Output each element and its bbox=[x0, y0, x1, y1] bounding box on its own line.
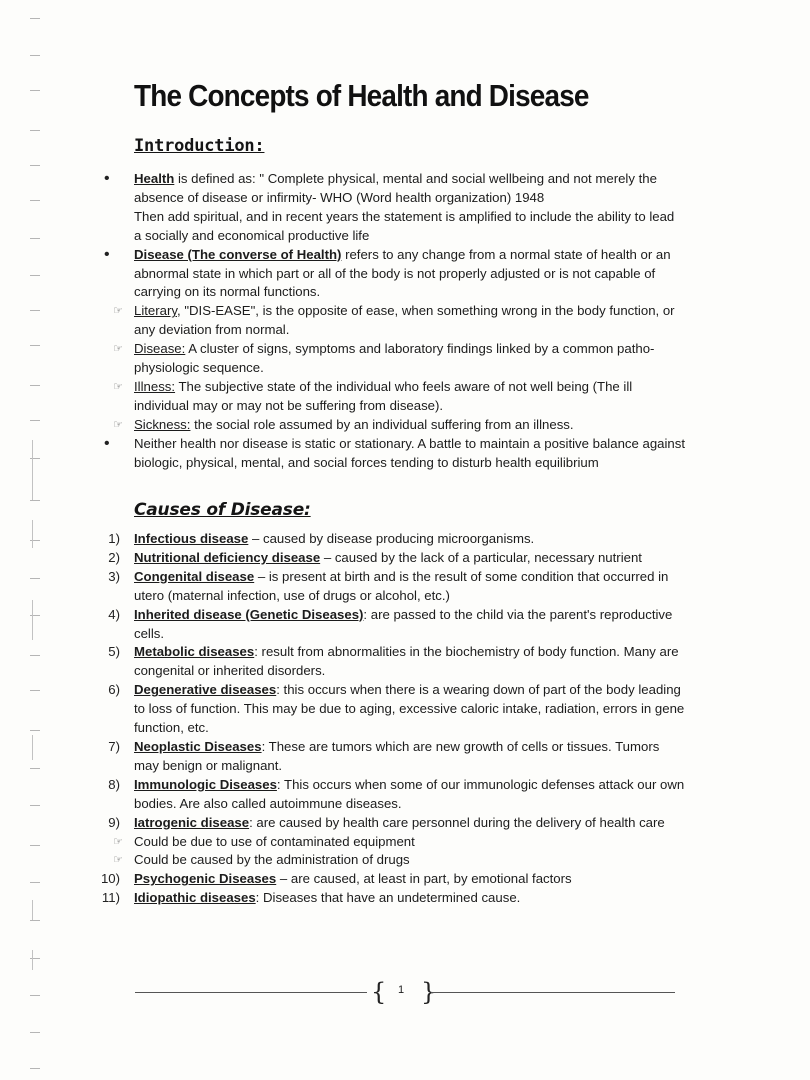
pointing-hand-icon: ☞ bbox=[113, 305, 123, 318]
list-marker: 3) bbox=[108, 568, 120, 584]
cause-text: : are caused by health care personnel during the delivery of health care bbox=[249, 814, 665, 830]
binding-tick bbox=[30, 90, 40, 91]
binding-tick bbox=[30, 385, 40, 386]
binding-tick bbox=[30, 845, 40, 846]
introduction-text: , "DIS-EASE", is the opposite of ease, when something wrong in the body function, or any deviation from normal. bbox=[134, 303, 675, 338]
introduction-item bbox=[100, 302, 685, 340]
cause-text: : This occurs when some of our immunologic defenses attack our own bodies. Are also called autoimmune diseases. bbox=[134, 776, 685, 811]
binding-tick bbox=[30, 768, 40, 769]
introduction-item bbox=[100, 416, 685, 435]
introduction-item bbox=[100, 435, 685, 473]
cause-term: Psychogenic Diseases bbox=[134, 871, 277, 887]
cause-item bbox=[100, 606, 685, 644]
introduction-term: Illness: bbox=[134, 378, 176, 394]
cause-item bbox=[100, 568, 685, 606]
cause-item bbox=[100, 833, 685, 852]
introduction-text: the social role assumed by an individual suffering from an illness. bbox=[190, 416, 574, 432]
bullet-icon: • bbox=[104, 170, 110, 187]
binding-tick bbox=[30, 655, 40, 656]
binding-tick bbox=[30, 500, 40, 501]
introduction-text: Neither health nor disease is static or stationary. A battle to maintain a positive balance against biologic, physical, mental, and social forces tending to disturb health equilibrium bbox=[134, 435, 686, 470]
cause-text: : result from abnormalities in the biochemistry of body function. Many are congenital or inherited disorders. bbox=[134, 644, 679, 679]
binding-line bbox=[32, 520, 33, 548]
binding-tick bbox=[30, 730, 40, 731]
binding-tick bbox=[30, 1068, 40, 1069]
cause-term: Congenital disease bbox=[134, 568, 255, 584]
page-footer bbox=[135, 980, 675, 1004]
cause-text: Could be due to use of contaminated equipment bbox=[134, 833, 415, 849]
bullet-icon: • bbox=[104, 245, 110, 263]
pointing-hand-icon: ☞ bbox=[113, 380, 123, 393]
cause-term: Iatrogenic disease bbox=[134, 814, 250, 830]
causes-heading: Causes of Disease: bbox=[134, 500, 311, 520]
footer-rule-right bbox=[431, 992, 675, 993]
list-marker: 11) bbox=[101, 890, 120, 906]
footer-rule-left bbox=[135, 992, 367, 993]
cause-term: Metabolic diseases bbox=[134, 644, 255, 660]
introduction-item bbox=[100, 378, 685, 416]
binding-edge-marks bbox=[0, 0, 40, 1080]
list-marker: 8) bbox=[108, 776, 120, 792]
introduction-term: Disease: bbox=[134, 341, 186, 357]
causes-section bbox=[100, 530, 685, 908]
page-title: The Concepts of Health and Disease bbox=[134, 78, 589, 113]
cause-text: : this occurs when there is a wearing down of part of the body leading to loss of function. This may be due to aging, excessive caloric intake, radiation, errors in gene function, etc. bbox=[134, 682, 685, 736]
introduction-text: is defined as: " Complete physical, mental and social wellbeing and not merely the absence of disease or infirmity- WHO (Word health organization) 1948 bbox=[134, 171, 657, 205]
cause-term: Inherited disease (Genetic Diseases) bbox=[134, 606, 364, 622]
binding-tick bbox=[30, 310, 40, 311]
introduction-term: Sickness: bbox=[134, 416, 191, 432]
cause-item bbox=[100, 889, 685, 908]
cause-term: Immunologic Diseases bbox=[134, 776, 277, 792]
list-marker: 4) bbox=[108, 606, 120, 622]
cause-item bbox=[100, 530, 685, 549]
binding-tick bbox=[30, 578, 40, 579]
introduction-term: Health bbox=[134, 171, 175, 186]
cause-term: Infectious disease bbox=[134, 531, 249, 546]
binding-line bbox=[32, 735, 33, 760]
binding-tick bbox=[30, 920, 40, 921]
binding-tick bbox=[30, 1032, 40, 1033]
introduction-item bbox=[100, 340, 685, 378]
binding-tick bbox=[30, 995, 40, 996]
binding-tick bbox=[30, 882, 40, 883]
introduction-text: Then add spiritual, and in recent years the statement is amplified to include the ability to lead a socially and economical productive life bbox=[134, 208, 675, 243]
list-marker: 1) bbox=[108, 531, 120, 546]
pointing-hand-icon: ☞ bbox=[113, 835, 123, 848]
cause-item bbox=[100, 643, 685, 681]
cause-item bbox=[100, 738, 685, 776]
cause-text: – is present at birth and is the result of some condition that occurred in utero (maternal infection, use of drugs or alcohol, etc.) bbox=[134, 568, 669, 603]
cause-term: Degenerative diseases bbox=[134, 682, 277, 698]
cause-item bbox=[100, 870, 685, 889]
binding-line bbox=[32, 950, 33, 970]
introduction-item bbox=[100, 246, 685, 303]
introduction-item bbox=[100, 208, 685, 246]
introduction-text: A cluster of signs, symptoms and laboratory findings linked by a common patho-physiologic sequence. bbox=[134, 341, 655, 376]
cause-item bbox=[100, 549, 685, 568]
introduction-heading: Introduction: bbox=[134, 136, 265, 156]
cause-term: Nutritional deficiency disease bbox=[134, 549, 321, 565]
pointing-hand-icon: ☞ bbox=[113, 418, 123, 431]
introduction-item bbox=[100, 170, 685, 208]
binding-line bbox=[32, 900, 33, 920]
binding-tick bbox=[30, 690, 40, 691]
introduction-text: refers to any change from a normal state of health or an abnormal state in which part or all of the body is not properly adjusted or is not capable of carrying on its normal functions. bbox=[134, 246, 671, 300]
introduction-text: The subjective state of the individual who feels aware of not well being (The ill individual may or may not be suffering from disease). bbox=[134, 378, 633, 413]
cause-item bbox=[100, 776, 685, 814]
list-marker: 7) bbox=[108, 738, 120, 754]
binding-tick bbox=[30, 200, 40, 201]
pointing-hand-icon: ☞ bbox=[113, 343, 123, 356]
list-marker: 5) bbox=[108, 644, 120, 660]
pointing-hand-icon: ☞ bbox=[113, 854, 123, 867]
binding-line bbox=[32, 440, 33, 500]
cause-text: : Diseases that have an undetermined cause. bbox=[255, 890, 521, 906]
binding-tick bbox=[30, 130, 40, 131]
cause-item bbox=[100, 851, 685, 870]
cause-term: Neoplastic Diseases bbox=[134, 738, 262, 754]
list-marker: 10) bbox=[100, 871, 120, 887]
cause-text: : are passed to the child via the parent's reproductive cells. bbox=[134, 606, 673, 641]
binding-tick bbox=[30, 805, 40, 806]
list-marker: 2) bbox=[108, 549, 120, 565]
cause-text: : These are tumors which are new growth of cells or tissues. Tumors may benign or malignant. bbox=[134, 738, 660, 773]
footer-brace-left: { bbox=[371, 978, 387, 1006]
binding-tick bbox=[30, 18, 40, 19]
introduction-term: Literary bbox=[134, 303, 177, 319]
list-marker: 9) bbox=[108, 814, 120, 830]
binding-tick bbox=[30, 345, 40, 346]
cause-text: – caused by the lack of a particular, necessary nutrient bbox=[320, 549, 642, 565]
binding-tick bbox=[30, 275, 40, 276]
page-number: 1 bbox=[397, 984, 405, 996]
bullet-icon: • bbox=[104, 434, 110, 452]
binding-line bbox=[32, 600, 33, 640]
cause-term: Idiopathic diseases bbox=[134, 890, 256, 906]
cause-text: Could be caused by the administration of drugs bbox=[134, 852, 410, 868]
footer-brace-right: } bbox=[421, 978, 437, 1006]
cause-item bbox=[100, 814, 685, 833]
binding-tick bbox=[30, 238, 40, 239]
list-marker: 6) bbox=[108, 682, 120, 698]
binding-tick bbox=[30, 420, 40, 421]
introduction-section bbox=[100, 170, 685, 473]
binding-tick bbox=[30, 165, 40, 166]
binding-tick bbox=[30, 55, 40, 56]
cause-text: – are caused, at least in part, by emotional factors bbox=[276, 871, 572, 887]
cause-text: – caused by disease producing microorganisms. bbox=[248, 531, 535, 546]
introduction-term: Disease (The converse of Health) bbox=[134, 246, 342, 262]
cause-item bbox=[100, 681, 685, 738]
